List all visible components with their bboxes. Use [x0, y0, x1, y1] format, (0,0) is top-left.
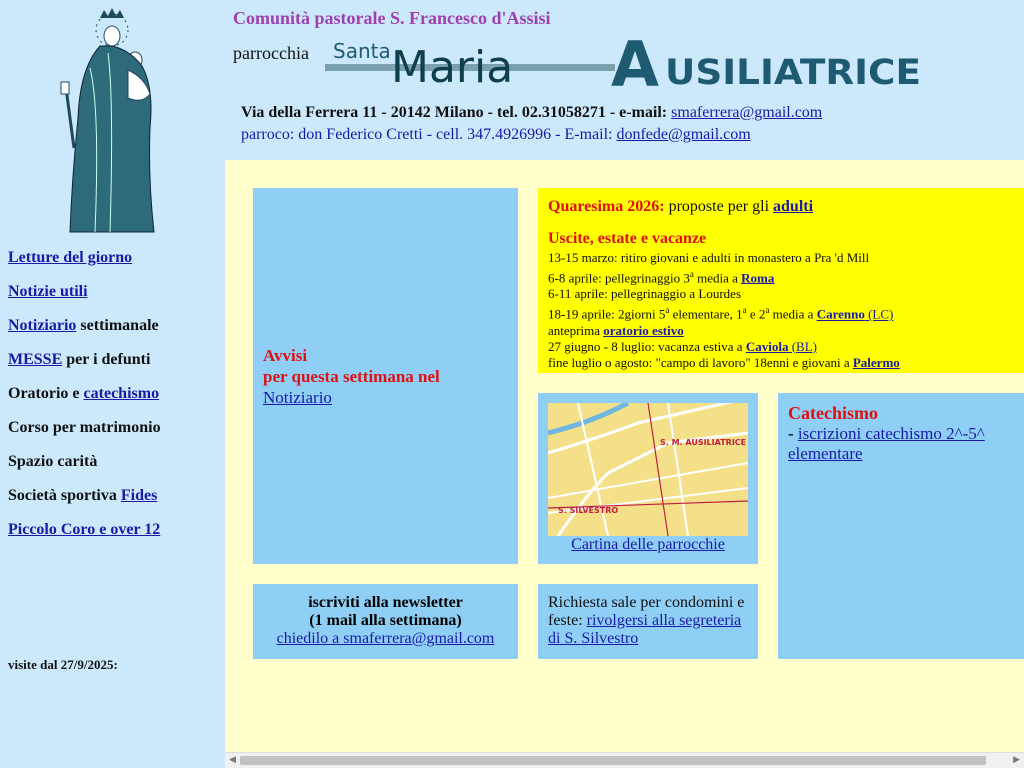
scroll-left-icon[interactable]: ◀ [229, 755, 236, 765]
newsletter-box [253, 584, 518, 659]
sale-box [538, 584, 758, 659]
iscrizioni-catechismo-link[interactable]: iscrizioni catechismo 2^-5^ elementare [788, 424, 985, 463]
quaresima-label: Quaresima 2026: [548, 198, 665, 215]
address-line [241, 104, 822, 122]
uscita-line-4-mid3: media a [769, 306, 817, 322]
caviola-link[interactable]: Caviola [745, 338, 789, 354]
catechismo-dash: - [788, 424, 798, 443]
community-title: Comunità pastorale S. Francesco d'Assisi [233, 8, 551, 28]
map-label-sm-ausiliatrice: S. M. AUSILIATRICE [660, 438, 747, 447]
uscita-line-7-text: fine luglio o agosto: "campo di lavoro" 18enni e giovani a [548, 354, 853, 370]
segreteria-link[interactable]: rivolgersi alla segreteria di S. Silvestro [548, 612, 742, 647]
ordinal-sup: a [665, 305, 670, 316]
oratorio-estivo-link[interactable]: oratorio estivo [603, 322, 684, 338]
newsletter-frequency: (1 mail alla settimana) [309, 612, 462, 629]
parish-map-image[interactable] [548, 403, 748, 536]
main-content [225, 160, 1024, 768]
quaresima-box [538, 188, 1024, 373]
logo-maria: Maria [391, 42, 514, 90]
logo-santa: Santa [333, 39, 391, 63]
map-label-s-silvestro: S. SILVESTRO [558, 506, 619, 515]
societa-sportiva-prefix: Società sportiva [8, 487, 121, 504]
fides-link[interactable]: Fides [120, 487, 158, 504]
uscita-line-4 [548, 302, 1014, 322]
sidebar-item-piccolo-coro[interactable] [8, 521, 160, 539]
messe-link[interactable]: MESSE [8, 351, 63, 368]
sidebar [0, 0, 225, 768]
quaresima-line [548, 198, 1014, 216]
sidebar-item-societa-sportiva [8, 487, 157, 505]
oratorio-prefix: Oratorio e [8, 385, 84, 402]
carenno-link[interactable]: Carenno [816, 306, 865, 322]
notizie-utili-link[interactable]: Notizie utili [8, 283, 88, 300]
sidebar-item-notizie[interactable] [8, 283, 88, 301]
ordinal-sup: a [689, 269, 694, 279]
sidebar-item-notiziario [8, 317, 159, 335]
uscita-line-5-text: anteprima [548, 322, 604, 338]
ordinal-sup: a [742, 305, 747, 316]
spazio-carita-text: Spazio carità [8, 453, 98, 470]
uscita-line-4-text: 18-19 aprile: 2giorni 5 [548, 306, 666, 322]
corso-matrimonio-text: Corso per matrimonio [8, 419, 161, 436]
uscita-line-6-text: 27 giugno - 8 luglio: vacanza estiva a [548, 338, 746, 354]
parrocchia-label: parrocchia [233, 43, 309, 63]
catechismo-line [788, 424, 1014, 464]
scrollbar-thumb[interactable] [240, 756, 986, 765]
catechismo-box [778, 393, 1024, 659]
catechismo-title: Catechismo [788, 403, 878, 423]
ordinal-sup: a [765, 305, 770, 316]
uscita-line-5 [548, 323, 1014, 339]
avvisi-text [263, 345, 440, 408]
newsletter-title: iscriviti alla newsletter [308, 594, 463, 611]
logo-ausiliatrice-rest: USILIATRICE [665, 53, 921, 90]
sidebar-item-spazio-carita [8, 453, 97, 471]
messe-suffix: per i defunti [62, 351, 151, 368]
cartina-link[interactable]: Cartina delle parrocchie [571, 536, 725, 553]
horizontal-scrollbar[interactable] [225, 752, 1024, 768]
newsletter-email-link[interactable]: chiedilo a smaferrera@gmail.com [276, 630, 495, 647]
parroco-text: parroco: don Federico Cretti - cell. 347.4926996 - E-mail: [241, 126, 613, 143]
catechismo-link[interactable]: catechismo [83, 385, 160, 402]
map-caption [538, 536, 758, 554]
address-text: Via della Ferrera 11 - 20142 Milano - tel. 02.31058271 - e-mail: [241, 104, 668, 121]
roma-link[interactable]: Roma [741, 270, 775, 286]
sale-text: Richiesta sale per condomini e feste: [548, 594, 745, 629]
uscita-line-6 [548, 339, 1014, 355]
sidebar-item-corso-matrimonio [8, 419, 161, 437]
uscita-line-2-mid: media a [693, 270, 742, 286]
piccolo-coro-link[interactable]: Piccolo Coro e over 12 [8, 521, 161, 538]
uscita-line-2 [548, 266, 1014, 286]
logo-ausiliatrice-a: A [611, 28, 659, 90]
notiziario-link[interactable]: Notiziario [8, 317, 77, 334]
uscita-line-4-mid1: elementare, 1 [669, 306, 743, 322]
notiziario-suffix: settimanale [76, 317, 159, 334]
uscita-line-4-mid2: e 2 [746, 306, 766, 322]
caviola-province-link[interactable]: (BL) [788, 338, 817, 354]
palermo-link[interactable]: Palermo [852, 354, 900, 370]
uscita-line-3: 6-11 aprile: pellegrinaggio a Lourdes [548, 286, 742, 302]
sidebar-item-letture[interactable] [8, 249, 132, 267]
letture-link[interactable]: Letture del giorno [8, 249, 133, 266]
parroco-email-link[interactable]: donfede@gmail.com [616, 126, 751, 143]
header [225, 0, 1024, 160]
uscita-line-7 [548, 355, 1014, 371]
avvisi-subtitle: per questa settimana nel [263, 367, 440, 386]
uscite-title: Uscite, estate e vacanze [548, 230, 707, 247]
madonna-statue-image [50, 8, 175, 234]
parish-email-link[interactable]: smaferrera@gmail.com [671, 104, 823, 121]
parroco-line [241, 126, 751, 144]
uscita-line-2-text: 6-8 aprile: pellegrinaggio 3 [548, 270, 690, 286]
carenno-province-link[interactable]: (LC) [864, 306, 894, 322]
sidebar-item-oratorio [8, 385, 159, 403]
map-box [538, 393, 758, 564]
uscita-line-1: 13-15 marzo: ritiro giovani e adulti in monastero a Pra 'd Mill [548, 250, 870, 265]
sidebar-item-messe [8, 351, 150, 369]
adulti-link[interactable]: adulti [773, 198, 814, 215]
parish-logo [325, 28, 925, 90]
visit-counter: visite dal 27/9/2025: [8, 657, 118, 672]
avvisi-box [253, 188, 518, 564]
scroll-right-icon[interactable]: ▶ [1013, 755, 1020, 765]
avvisi-notiziario-link[interactable]: Notiziario [263, 388, 332, 407]
quaresima-text: proposte per gli [664, 198, 774, 215]
avvisi-title: Avvisi [263, 346, 308, 365]
